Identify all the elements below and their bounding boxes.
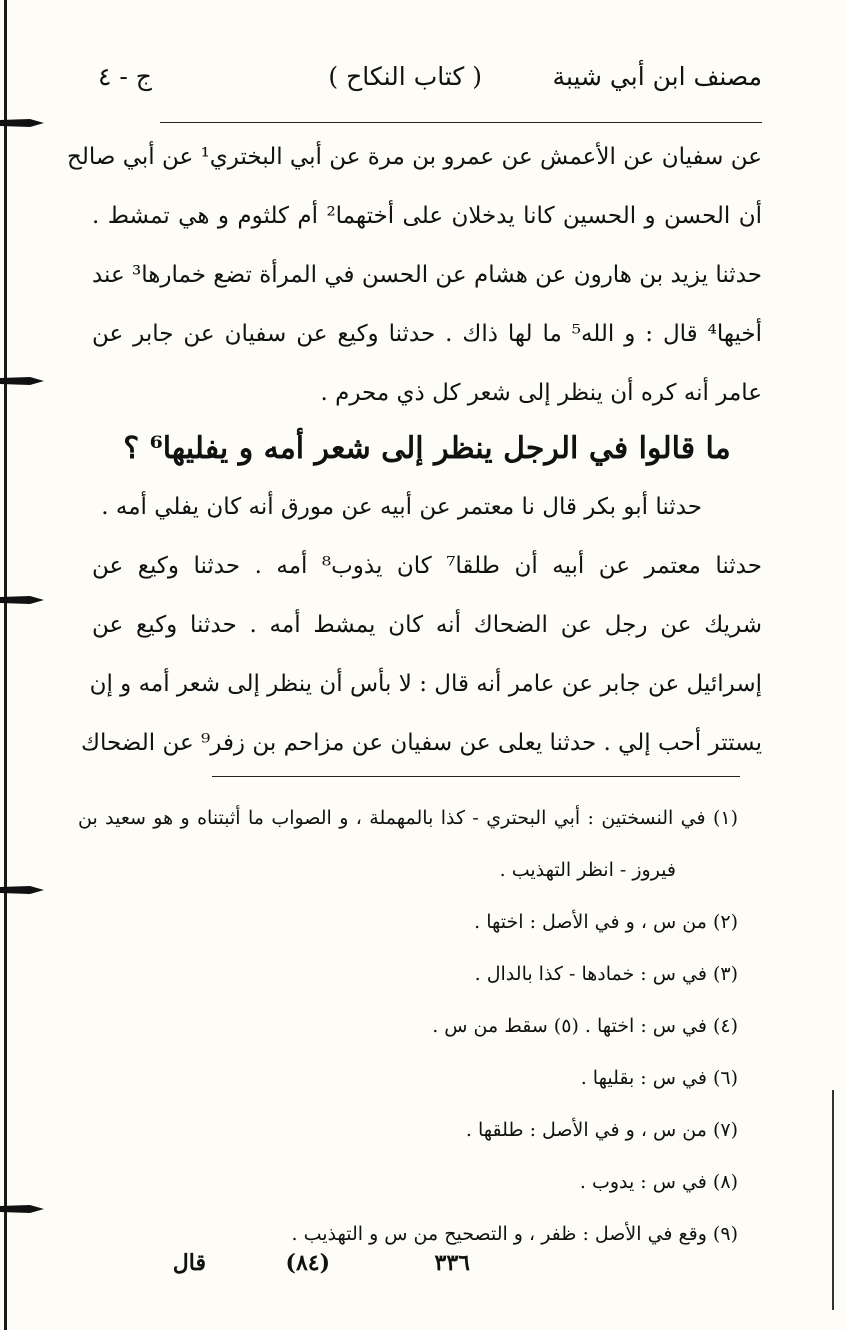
main-text-block-1 xyxy=(67,128,762,423)
page-number: ٣٣٦ xyxy=(434,1250,470,1276)
binding-clip-mark xyxy=(0,883,44,897)
text-line: حدثنا معتمر عن أبيه أن طلقا⁷ كان يذوب⁸ أمه . حدثنا وكيع عن xyxy=(92,553,762,579)
footnote: (٢) من س ، و في الأصل : اختها . xyxy=(474,911,738,933)
page-footer xyxy=(80,1250,800,1290)
binding-clip-mark xyxy=(0,116,44,130)
text-line: حدثنا أبو بكر قال نا معتمر عن أبيه عن مورق أنه كان يفلي أمه . xyxy=(101,494,702,520)
text-line: عامر أنه كره أن ينظر إلى شعر كل ذي محرم . xyxy=(320,380,762,406)
chapter-heading: ما قالوا في الرجل ينظر إلى شعر أمه و يفليها⁶ ؟ xyxy=(123,431,731,466)
footnote-rule xyxy=(212,776,740,777)
footnote: (٤) في س : اختها . (٥) سقط من س . xyxy=(432,1015,738,1037)
catchword: قال xyxy=(172,1250,206,1276)
text-line: عن سفيان عن الأعمش عن عمرو بن مرة عن أبي البختري¹ عن أبي صالح xyxy=(67,144,762,170)
running-header xyxy=(90,62,762,112)
main-text-block-2 xyxy=(81,478,762,773)
binding-clip-mark xyxy=(0,374,44,388)
header-rule xyxy=(160,122,762,123)
footnote: (٨) في س : يدوب . xyxy=(579,1171,738,1193)
book-title: مصنف ابن أبي شيبة xyxy=(552,62,762,91)
binding-clip-mark xyxy=(0,593,44,607)
page-right-edge xyxy=(832,1090,834,1310)
footnotes xyxy=(78,792,738,1260)
footnote: (١) في النسختين : أبي البحتري - كذا بالمهملة ، و الصواب ما أثبتناه و هو سعيد بن xyxy=(78,807,738,829)
footnote: (٦) في س : بقليها . xyxy=(580,1067,738,1089)
page-left-edge xyxy=(4,0,7,1330)
text-line: يستتر أحب إلي . حدثنا يعلى عن سفيان عن مزاحم بن زفر⁹ عن الضحاك xyxy=(81,730,762,756)
footnote: فيروز - انظر التهذيب . xyxy=(499,859,676,881)
footnote: (٩) وقع في الأصل : ظفر ، و التصحيح من س و التهذيب . xyxy=(291,1223,738,1245)
footnote: (٧) من س ، و في الأصل : طلقها . xyxy=(465,1119,738,1141)
binding-clip-mark xyxy=(0,1202,44,1216)
footnote: (٣) في س : خمادها - كذا بالدال . xyxy=(474,963,738,985)
text-line: شريك عن رجل عن الضحاك أنه كان يمشط أمه . حدثنا وكيع عن xyxy=(92,612,762,638)
volume-label: ج - ٤ xyxy=(98,62,152,91)
sequence-number: (٨٤) xyxy=(285,1250,330,1276)
text-line: أن الحسن و الحسين كانا يدخلان على أختهما² أم كلثوم و هي تمشط . xyxy=(92,203,762,229)
text-line: إسرائيل عن جابر عن عامر أنه قال : لا بأس أن ينظر إلى شعر أمه و إن xyxy=(89,671,762,697)
text-line: أخيها⁴ قال : و الله⁵ ما لها ذاك . حدثنا وكيع عن سفيان عن جابر عن xyxy=(92,321,762,347)
chapter-heading-block xyxy=(92,413,762,485)
text-line: حدثنا يزيد بن هارون عن هشام عن الحسن في المرأة تضع خمارها³ عند xyxy=(91,262,762,288)
section-title: ( كتاب النكاح ) xyxy=(328,62,482,91)
